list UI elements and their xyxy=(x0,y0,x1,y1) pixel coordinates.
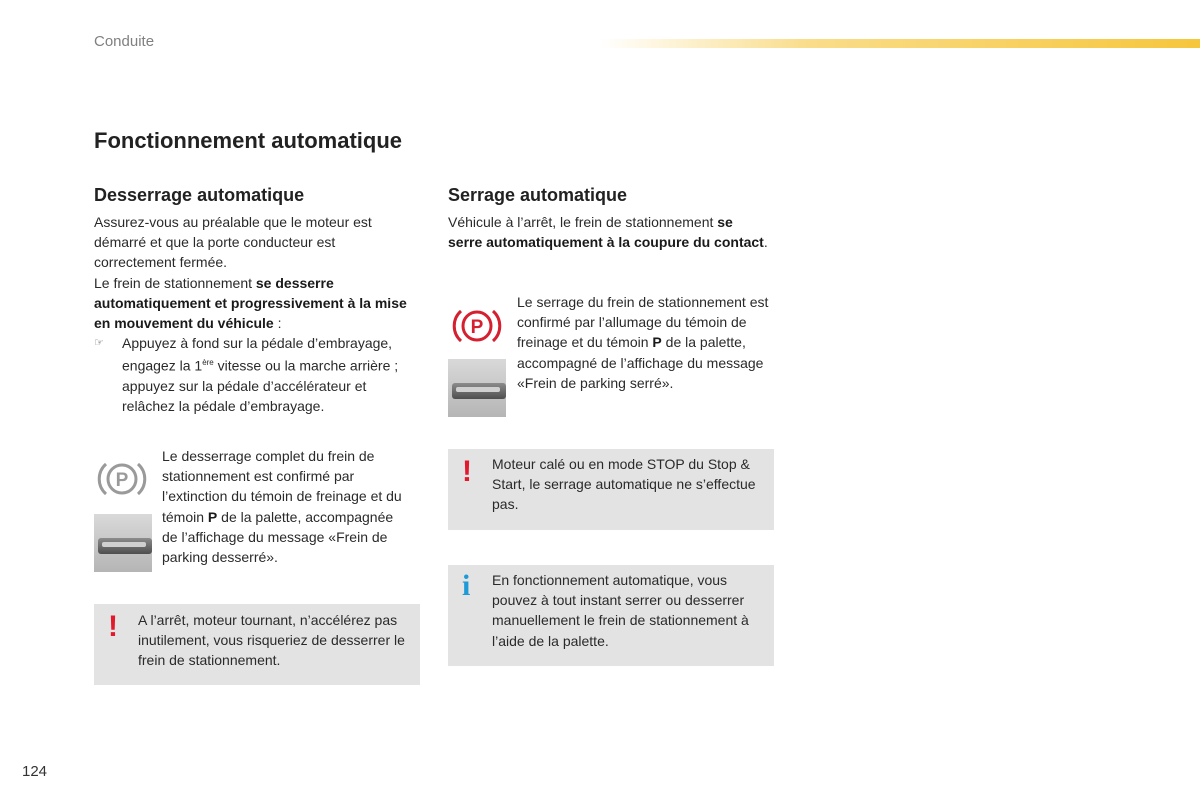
lever-slot xyxy=(102,542,146,547)
right-illus-text-2: de la palette, accompagné de l’affichage du message «Frein de parking serré». xyxy=(517,334,764,391)
brake-on-letter: P xyxy=(470,317,484,338)
left-illustration-text xyxy=(162,446,407,567)
brake-on-indicator-icon xyxy=(451,305,503,347)
right-intro-prefix: Véhicule à l’arrêt, le frein de stationnement xyxy=(448,214,718,230)
right-intro-suffix: . xyxy=(763,234,768,251)
right-illus-text-1: Le serrage du frein de stationnement est confirmé par l’allumage du témoin de freinage et du témoin xyxy=(517,294,769,351)
right-intro-bold: se serre automatiquement à la coupure du contact xyxy=(448,214,764,251)
left-warning-text: A l’arrêt, moteur tournant, n’accélérez pas inutilement, vous risqueriez de desserrer le frein de stationnement. xyxy=(138,612,405,669)
page-title: Fonctionnement automatique xyxy=(94,128,402,153)
right-intro xyxy=(448,212,768,252)
left-release-prefix: Le frein de stationnement xyxy=(94,274,256,291)
right-warning-box xyxy=(448,449,774,530)
right-info-text: En fonctionnement automatique, vous pouvez à tout instant serrer ou desserrer manuellement le frein de stationnement à l’aide de la palette. xyxy=(492,572,749,649)
brake-off-indicator-icon xyxy=(96,458,148,500)
left-bullet-item xyxy=(94,333,412,416)
brake-off-letter: P xyxy=(115,470,129,491)
parking-lever-image xyxy=(448,359,506,417)
bullet-superscript: ère xyxy=(202,358,214,368)
section-label: Conduite xyxy=(94,33,155,50)
left-intro: Assurez-vous au préalable que le moteur est démarré et que la porte conducteur est correctement fermée. xyxy=(94,214,372,271)
pointing-hand-icon: ☞ xyxy=(94,337,104,350)
heading-desserrage: Desserrage automatique xyxy=(94,185,305,205)
left-illus-text-2: de la palette, accompagnée de l’affichage du message «Frein de parking desserré». xyxy=(162,508,394,566)
warning-icon: ! xyxy=(462,455,472,488)
left-warning-box xyxy=(94,604,420,685)
left-release-suffix: : xyxy=(273,315,282,332)
left-illus-bold: P xyxy=(207,508,218,525)
page-number: 124 xyxy=(22,763,48,780)
parking-lever-image xyxy=(94,514,152,572)
right-info-box xyxy=(448,565,774,666)
right-illus-bold: P xyxy=(652,334,662,351)
left-body xyxy=(94,212,412,417)
warning-icon: ! xyxy=(108,610,118,643)
left-release-paragraph xyxy=(94,273,412,334)
heading-serrage: Serrage automatique xyxy=(448,185,628,205)
left-illus-text-1: Le desserrage complet du frein de stationnement est confirmé par l’extinction du témoin de freinage et du témoin xyxy=(162,448,402,525)
bullet-text-1: Appuyez à fond sur la pédale d’embrayage, engagez la 1 xyxy=(122,335,393,375)
right-warning-text: Moteur calé ou en mode STOP du Stop & Start, le serrage automatique ne s’effectue pas. xyxy=(492,456,756,513)
header-accent-bar xyxy=(600,39,1200,48)
right-illustration-text xyxy=(517,292,779,393)
left-release-bold: se desserre automatiquement et progressivement à la mise en mouvement du véhicule xyxy=(94,274,407,332)
info-icon: i xyxy=(462,569,471,602)
lever-slot xyxy=(456,387,500,392)
bullet-text-2: vitesse ou la marche arrière ; appuyez sur la pédale d’accélérateur et relâchez la pédale d’embrayage. xyxy=(122,358,399,415)
